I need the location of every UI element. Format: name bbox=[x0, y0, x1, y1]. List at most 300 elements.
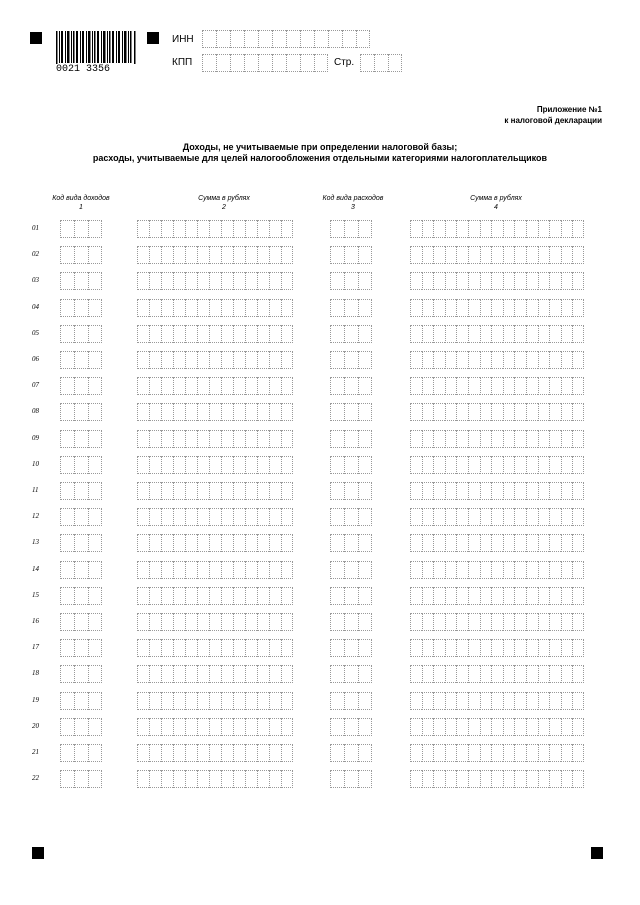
input-cell[interactable] bbox=[245, 639, 257, 657]
inn-field[interactable] bbox=[202, 30, 370, 48]
input-cell[interactable] bbox=[74, 639, 88, 657]
input-cell[interactable] bbox=[445, 220, 457, 238]
row-16-col-1-field[interactable] bbox=[60, 613, 102, 631]
input-cell[interactable] bbox=[137, 325, 149, 343]
input-cell[interactable] bbox=[445, 665, 457, 683]
input-cell[interactable] bbox=[572, 613, 584, 631]
input-cell[interactable] bbox=[74, 272, 88, 290]
input-cell[interactable] bbox=[549, 770, 561, 788]
input-cell[interactable] bbox=[491, 456, 503, 474]
input-cell[interactable] bbox=[209, 377, 221, 395]
row-20-col-1-field[interactable] bbox=[60, 718, 102, 736]
input-cell[interactable] bbox=[526, 325, 538, 343]
row-17-col-2-field[interactable] bbox=[137, 639, 293, 657]
input-cell[interactable] bbox=[561, 587, 573, 605]
input-cell[interactable] bbox=[88, 692, 102, 710]
input-cell[interactable] bbox=[209, 508, 221, 526]
input-cell[interactable] bbox=[269, 665, 281, 683]
input-cell[interactable] bbox=[480, 246, 492, 264]
input-cell[interactable] bbox=[456, 613, 468, 631]
row-08-col-1-field[interactable] bbox=[60, 403, 102, 421]
row-09-col-3-field[interactable] bbox=[330, 430, 372, 448]
input-cell[interactable] bbox=[281, 692, 293, 710]
input-cell[interactable] bbox=[549, 482, 561, 500]
input-cell[interactable] bbox=[197, 587, 209, 605]
input-cell[interactable] bbox=[161, 508, 173, 526]
input-cell[interactable] bbox=[538, 534, 550, 552]
input-cell[interactable] bbox=[358, 272, 372, 290]
input-cell[interactable] bbox=[503, 272, 515, 290]
input-cell[interactable] bbox=[514, 692, 526, 710]
input-cell[interactable] bbox=[60, 744, 74, 762]
input-cell[interactable] bbox=[233, 325, 245, 343]
input-cell[interactable] bbox=[538, 744, 550, 762]
input-cell[interactable] bbox=[257, 508, 269, 526]
input-cell[interactable] bbox=[185, 482, 197, 500]
input-cell[interactable] bbox=[244, 54, 258, 72]
input-cell[interactable] bbox=[422, 508, 434, 526]
input-cell[interactable] bbox=[173, 692, 185, 710]
row-17-col-3-field[interactable] bbox=[330, 639, 372, 657]
input-cell[interactable] bbox=[257, 325, 269, 343]
row-12-col-3-field[interactable] bbox=[330, 508, 372, 526]
row-08-col-4-field[interactable] bbox=[410, 403, 584, 421]
input-cell[interactable] bbox=[173, 272, 185, 290]
input-cell[interactable] bbox=[60, 587, 74, 605]
input-cell[interactable] bbox=[330, 561, 344, 579]
input-cell[interactable] bbox=[480, 272, 492, 290]
input-cell[interactable] bbox=[209, 744, 221, 762]
input-cell[interactable] bbox=[433, 561, 445, 579]
input-cell[interactable] bbox=[233, 482, 245, 500]
input-cell[interactable] bbox=[185, 377, 197, 395]
input-cell[interactable] bbox=[538, 351, 550, 369]
input-cell[interactable] bbox=[344, 272, 358, 290]
input-cell[interactable] bbox=[185, 508, 197, 526]
input-cell[interactable] bbox=[561, 246, 573, 264]
input-cell[interactable] bbox=[269, 744, 281, 762]
input-cell[interactable] bbox=[245, 272, 257, 290]
input-cell[interactable] bbox=[137, 508, 149, 526]
input-cell[interactable] bbox=[281, 508, 293, 526]
input-cell[interactable] bbox=[330, 665, 344, 683]
input-cell[interactable] bbox=[149, 692, 161, 710]
row-06-col-3-field[interactable] bbox=[330, 351, 372, 369]
input-cell[interactable] bbox=[410, 665, 422, 683]
row-21-col-1-field[interactable] bbox=[60, 744, 102, 762]
input-cell[interactable] bbox=[433, 351, 445, 369]
row-13-col-4-field[interactable] bbox=[410, 534, 584, 552]
input-cell[interactable] bbox=[60, 482, 74, 500]
input-cell[interactable] bbox=[88, 430, 102, 448]
input-cell[interactable] bbox=[503, 220, 515, 238]
input-cell[interactable] bbox=[269, 299, 281, 317]
input-cell[interactable] bbox=[503, 351, 515, 369]
input-cell[interactable] bbox=[480, 377, 492, 395]
input-cell[interactable] bbox=[526, 508, 538, 526]
input-cell[interactable] bbox=[491, 220, 503, 238]
input-cell[interactable] bbox=[74, 220, 88, 238]
page-field[interactable] bbox=[360, 54, 402, 72]
input-cell[interactable] bbox=[344, 377, 358, 395]
input-cell[interactable] bbox=[149, 299, 161, 317]
input-cell[interactable] bbox=[281, 299, 293, 317]
input-cell[interactable] bbox=[245, 246, 257, 264]
input-cell[interactable] bbox=[433, 508, 445, 526]
row-17-col-1-field[interactable] bbox=[60, 639, 102, 657]
input-cell[interactable] bbox=[491, 770, 503, 788]
row-18-col-4-field[interactable] bbox=[410, 665, 584, 683]
input-cell[interactable] bbox=[185, 456, 197, 474]
input-cell[interactable] bbox=[233, 351, 245, 369]
input-cell[interactable] bbox=[549, 325, 561, 343]
row-08-col-2-field[interactable] bbox=[137, 403, 293, 421]
input-cell[interactable] bbox=[88, 744, 102, 762]
input-cell[interactable] bbox=[526, 377, 538, 395]
input-cell[interactable] bbox=[269, 430, 281, 448]
input-cell[interactable] bbox=[185, 272, 197, 290]
input-cell[interactable] bbox=[221, 220, 233, 238]
input-cell[interactable] bbox=[344, 744, 358, 762]
input-cell[interactable] bbox=[358, 377, 372, 395]
input-cell[interactable] bbox=[491, 430, 503, 448]
input-cell[interactable] bbox=[221, 456, 233, 474]
input-cell[interactable] bbox=[197, 770, 209, 788]
input-cell[interactable] bbox=[269, 508, 281, 526]
input-cell[interactable] bbox=[74, 534, 88, 552]
input-cell[interactable] bbox=[503, 587, 515, 605]
input-cell[interactable] bbox=[209, 639, 221, 657]
input-cell[interactable] bbox=[233, 377, 245, 395]
input-cell[interactable] bbox=[433, 744, 445, 762]
row-09-col-1-field[interactable] bbox=[60, 430, 102, 448]
input-cell[interactable] bbox=[344, 403, 358, 421]
input-cell[interactable] bbox=[468, 272, 480, 290]
input-cell[interactable] bbox=[257, 246, 269, 264]
row-13-col-1-field[interactable] bbox=[60, 534, 102, 552]
input-cell[interactable] bbox=[257, 534, 269, 552]
input-cell[interactable] bbox=[480, 430, 492, 448]
input-cell[interactable] bbox=[185, 351, 197, 369]
input-cell[interactable] bbox=[74, 403, 88, 421]
input-cell[interactable] bbox=[137, 770, 149, 788]
input-cell[interactable] bbox=[572, 351, 584, 369]
input-cell[interactable] bbox=[88, 770, 102, 788]
row-14-col-4-field[interactable] bbox=[410, 561, 584, 579]
input-cell[interactable] bbox=[572, 508, 584, 526]
input-cell[interactable] bbox=[514, 430, 526, 448]
input-cell[interactable] bbox=[410, 299, 422, 317]
input-cell[interactable] bbox=[60, 508, 74, 526]
input-cell[interactable] bbox=[137, 534, 149, 552]
input-cell[interactable] bbox=[358, 718, 372, 736]
row-04-col-1-field[interactable] bbox=[60, 299, 102, 317]
input-cell[interactable] bbox=[300, 30, 314, 48]
row-20-col-2-field[interactable] bbox=[137, 718, 293, 736]
input-cell[interactable] bbox=[245, 351, 257, 369]
input-cell[interactable] bbox=[233, 430, 245, 448]
input-cell[interactable] bbox=[209, 534, 221, 552]
row-15-col-1-field[interactable] bbox=[60, 587, 102, 605]
row-12-col-4-field[interactable] bbox=[410, 508, 584, 526]
input-cell[interactable] bbox=[245, 665, 257, 683]
input-cell[interactable] bbox=[197, 403, 209, 421]
input-cell[interactable] bbox=[257, 770, 269, 788]
input-cell[interactable] bbox=[422, 692, 434, 710]
input-cell[interactable] bbox=[197, 299, 209, 317]
input-cell[interactable] bbox=[60, 377, 74, 395]
input-cell[interactable] bbox=[480, 508, 492, 526]
input-cell[interactable] bbox=[269, 639, 281, 657]
input-cell[interactable] bbox=[456, 482, 468, 500]
input-cell[interactable] bbox=[257, 403, 269, 421]
input-cell[interactable] bbox=[538, 613, 550, 631]
row-21-col-4-field[interactable] bbox=[410, 744, 584, 762]
input-cell[interactable] bbox=[197, 561, 209, 579]
input-cell[interactable] bbox=[549, 561, 561, 579]
input-cell[interactable] bbox=[526, 534, 538, 552]
input-cell[interactable] bbox=[60, 246, 74, 264]
input-cell[interactable] bbox=[286, 30, 300, 48]
input-cell[interactable] bbox=[410, 744, 422, 762]
input-cell[interactable] bbox=[330, 220, 344, 238]
row-16-col-4-field[interactable] bbox=[410, 613, 584, 631]
input-cell[interactable] bbox=[538, 718, 550, 736]
input-cell[interactable] bbox=[468, 351, 480, 369]
input-cell[interactable] bbox=[74, 587, 88, 605]
input-cell[interactable] bbox=[221, 325, 233, 343]
input-cell[interactable] bbox=[503, 377, 515, 395]
row-20-col-4-field[interactable] bbox=[410, 718, 584, 736]
input-cell[interactable] bbox=[422, 325, 434, 343]
input-cell[interactable] bbox=[503, 299, 515, 317]
row-19-col-3-field[interactable] bbox=[330, 692, 372, 710]
input-cell[interactable] bbox=[342, 30, 356, 48]
input-cell[interactable] bbox=[456, 246, 468, 264]
input-cell[interactable] bbox=[445, 508, 457, 526]
input-cell[interactable] bbox=[480, 718, 492, 736]
input-cell[interactable] bbox=[300, 54, 314, 72]
input-cell[interactable] bbox=[74, 430, 88, 448]
input-cell[interactable] bbox=[197, 272, 209, 290]
input-cell[interactable] bbox=[456, 299, 468, 317]
input-cell[interactable] bbox=[330, 299, 344, 317]
input-cell[interactable] bbox=[410, 613, 422, 631]
input-cell[interactable] bbox=[173, 508, 185, 526]
row-05-col-1-field[interactable] bbox=[60, 325, 102, 343]
input-cell[interactable] bbox=[209, 325, 221, 343]
input-cell[interactable] bbox=[468, 718, 480, 736]
input-cell[interactable] bbox=[257, 299, 269, 317]
input-cell[interactable] bbox=[526, 639, 538, 657]
row-12-col-2-field[interactable] bbox=[137, 508, 293, 526]
row-06-col-1-field[interactable] bbox=[60, 351, 102, 369]
row-07-col-1-field[interactable] bbox=[60, 377, 102, 395]
input-cell[interactable] bbox=[161, 246, 173, 264]
input-cell[interactable] bbox=[445, 403, 457, 421]
input-cell[interactable] bbox=[269, 456, 281, 474]
row-19-col-4-field[interactable] bbox=[410, 692, 584, 710]
input-cell[interactable] bbox=[269, 587, 281, 605]
input-cell[interactable] bbox=[480, 351, 492, 369]
input-cell[interactable] bbox=[185, 639, 197, 657]
input-cell[interactable] bbox=[445, 770, 457, 788]
input-cell[interactable] bbox=[258, 30, 272, 48]
input-cell[interactable] bbox=[433, 299, 445, 317]
row-21-col-3-field[interactable] bbox=[330, 744, 372, 762]
row-02-col-4-field[interactable] bbox=[410, 246, 584, 264]
row-18-col-1-field[interactable] bbox=[60, 665, 102, 683]
input-cell[interactable] bbox=[344, 534, 358, 552]
input-cell[interactable] bbox=[433, 770, 445, 788]
input-cell[interactable] bbox=[410, 351, 422, 369]
input-cell[interactable] bbox=[526, 430, 538, 448]
input-cell[interactable] bbox=[149, 246, 161, 264]
input-cell[interactable] bbox=[173, 770, 185, 788]
input-cell[interactable] bbox=[233, 744, 245, 762]
input-cell[interactable] bbox=[137, 613, 149, 631]
input-cell[interactable] bbox=[549, 718, 561, 736]
input-cell[interactable] bbox=[572, 744, 584, 762]
input-cell[interactable] bbox=[538, 377, 550, 395]
input-cell[interactable] bbox=[514, 587, 526, 605]
input-cell[interactable] bbox=[137, 351, 149, 369]
input-cell[interactable] bbox=[137, 403, 149, 421]
input-cell[interactable] bbox=[410, 508, 422, 526]
input-cell[interactable] bbox=[422, 482, 434, 500]
input-cell[interactable] bbox=[74, 246, 88, 264]
input-cell[interactable] bbox=[88, 272, 102, 290]
input-cell[interactable] bbox=[433, 587, 445, 605]
row-15-col-3-field[interactable] bbox=[330, 587, 372, 605]
input-cell[interactable] bbox=[245, 692, 257, 710]
input-cell[interactable] bbox=[221, 299, 233, 317]
input-cell[interactable] bbox=[526, 587, 538, 605]
input-cell[interactable] bbox=[209, 561, 221, 579]
input-cell[interactable] bbox=[410, 587, 422, 605]
input-cell[interactable] bbox=[185, 246, 197, 264]
input-cell[interactable] bbox=[445, 534, 457, 552]
input-cell[interactable] bbox=[445, 744, 457, 762]
input-cell[interactable] bbox=[468, 325, 480, 343]
input-cell[interactable] bbox=[526, 482, 538, 500]
input-cell[interactable] bbox=[422, 639, 434, 657]
input-cell[interactable] bbox=[209, 613, 221, 631]
input-cell[interactable] bbox=[281, 561, 293, 579]
input-cell[interactable] bbox=[137, 220, 149, 238]
row-05-col-4-field[interactable] bbox=[410, 325, 584, 343]
input-cell[interactable] bbox=[480, 561, 492, 579]
input-cell[interactable] bbox=[137, 456, 149, 474]
input-cell[interactable] bbox=[221, 508, 233, 526]
input-cell[interactable] bbox=[88, 534, 102, 552]
input-cell[interactable] bbox=[503, 692, 515, 710]
row-01-col-4-field[interactable] bbox=[410, 220, 584, 238]
row-11-col-3-field[interactable] bbox=[330, 482, 372, 500]
input-cell[interactable] bbox=[514, 718, 526, 736]
input-cell[interactable] bbox=[314, 30, 328, 48]
input-cell[interactable] bbox=[456, 639, 468, 657]
row-04-col-3-field[interactable] bbox=[330, 299, 372, 317]
input-cell[interactable] bbox=[422, 272, 434, 290]
row-21-col-2-field[interactable] bbox=[137, 744, 293, 762]
input-cell[interactable] bbox=[209, 351, 221, 369]
input-cell[interactable] bbox=[221, 482, 233, 500]
input-cell[interactable] bbox=[286, 54, 300, 72]
input-cell[interactable] bbox=[549, 692, 561, 710]
input-cell[interactable] bbox=[561, 325, 573, 343]
input-cell[interactable] bbox=[161, 377, 173, 395]
input-cell[interactable] bbox=[433, 639, 445, 657]
input-cell[interactable] bbox=[561, 456, 573, 474]
input-cell[interactable] bbox=[74, 613, 88, 631]
input-cell[interactable] bbox=[358, 482, 372, 500]
input-cell[interactable] bbox=[74, 561, 88, 579]
input-cell[interactable] bbox=[356, 30, 370, 48]
input-cell[interactable] bbox=[491, 299, 503, 317]
input-cell[interactable] bbox=[202, 30, 216, 48]
input-cell[interactable] bbox=[503, 430, 515, 448]
row-16-col-2-field[interactable] bbox=[137, 613, 293, 631]
input-cell[interactable] bbox=[456, 325, 468, 343]
input-cell[interactable] bbox=[330, 587, 344, 605]
input-cell[interactable] bbox=[330, 403, 344, 421]
input-cell[interactable] bbox=[344, 718, 358, 736]
row-04-col-4-field[interactable] bbox=[410, 299, 584, 317]
row-22-col-3-field[interactable] bbox=[330, 770, 372, 788]
input-cell[interactable] bbox=[514, 508, 526, 526]
input-cell[interactable] bbox=[514, 561, 526, 579]
input-cell[interactable] bbox=[538, 587, 550, 605]
input-cell[interactable] bbox=[358, 325, 372, 343]
input-cell[interactable] bbox=[257, 377, 269, 395]
input-cell[interactable] bbox=[480, 220, 492, 238]
input-cell[interactable] bbox=[445, 456, 457, 474]
input-cell[interactable] bbox=[503, 639, 515, 657]
input-cell[interactable] bbox=[281, 744, 293, 762]
row-03-col-3-field[interactable] bbox=[330, 272, 372, 290]
input-cell[interactable] bbox=[549, 351, 561, 369]
input-cell[interactable] bbox=[281, 272, 293, 290]
input-cell[interactable] bbox=[344, 561, 358, 579]
input-cell[interactable] bbox=[445, 351, 457, 369]
input-cell[interactable] bbox=[433, 246, 445, 264]
input-cell[interactable] bbox=[491, 246, 503, 264]
row-15-col-2-field[interactable] bbox=[137, 587, 293, 605]
input-cell[interactable] bbox=[60, 456, 74, 474]
input-cell[interactable] bbox=[538, 272, 550, 290]
input-cell[interactable] bbox=[330, 718, 344, 736]
input-cell[interactable] bbox=[60, 430, 74, 448]
input-cell[interactable] bbox=[216, 54, 230, 72]
input-cell[interactable] bbox=[257, 692, 269, 710]
input-cell[interactable] bbox=[433, 220, 445, 238]
input-cell[interactable] bbox=[137, 744, 149, 762]
input-cell[interactable] bbox=[209, 718, 221, 736]
input-cell[interactable] bbox=[197, 508, 209, 526]
row-16-col-3-field[interactable] bbox=[330, 613, 372, 631]
input-cell[interactable] bbox=[344, 325, 358, 343]
input-cell[interactable] bbox=[561, 403, 573, 421]
input-cell[interactable] bbox=[281, 430, 293, 448]
input-cell[interactable] bbox=[88, 508, 102, 526]
input-cell[interactable] bbox=[445, 587, 457, 605]
input-cell[interactable] bbox=[230, 54, 244, 72]
input-cell[interactable] bbox=[197, 744, 209, 762]
input-cell[interactable] bbox=[161, 430, 173, 448]
input-cell[interactable] bbox=[74, 665, 88, 683]
input-cell[interactable] bbox=[561, 770, 573, 788]
